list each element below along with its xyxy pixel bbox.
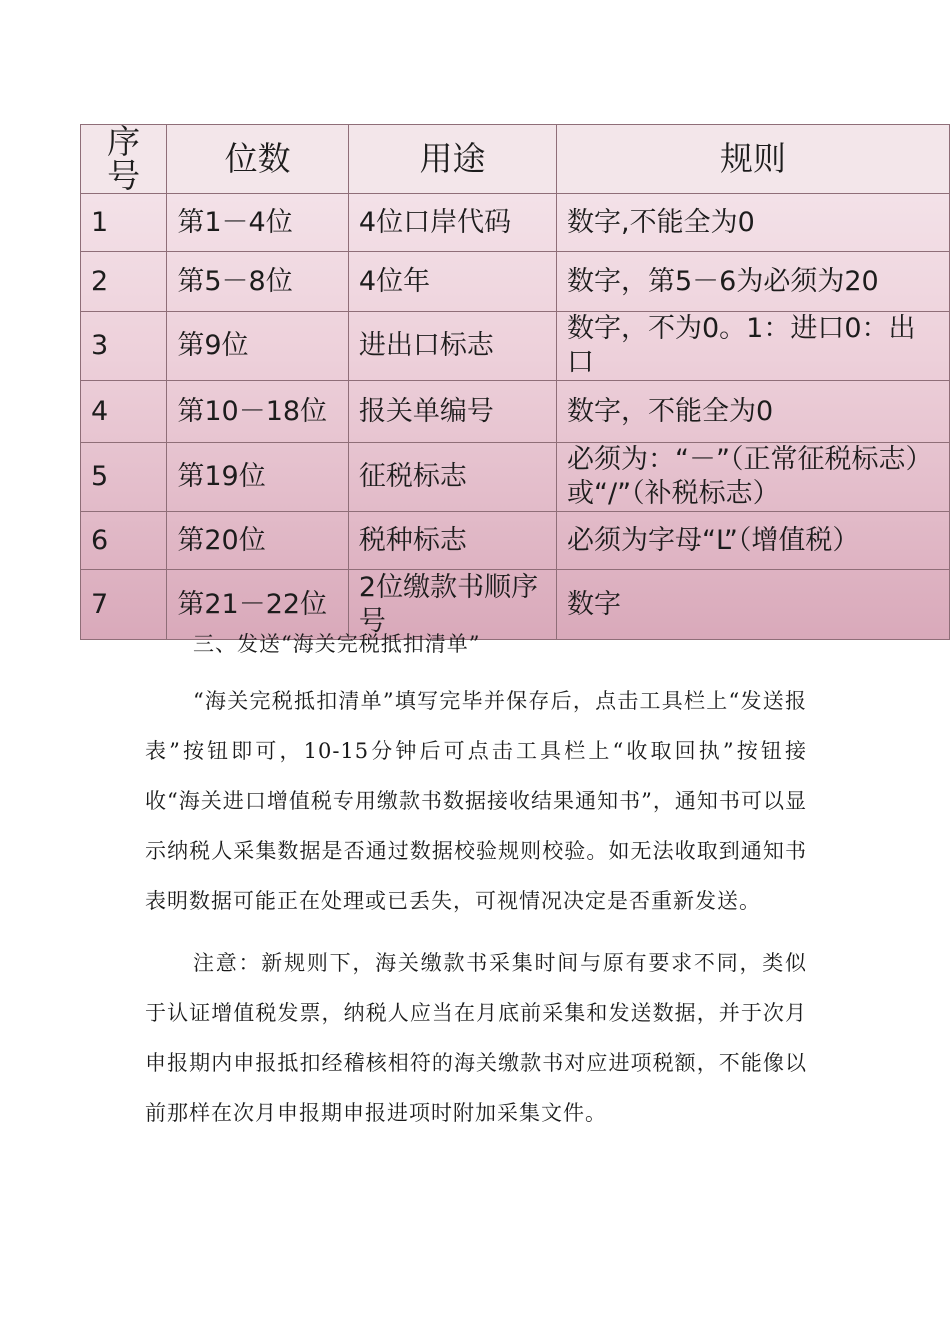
cell-rule: 数字,不能全为0 bbox=[557, 194, 950, 252]
header-digits: 位数 bbox=[167, 125, 349, 194]
cell-digits: 第21－22位 bbox=[167, 570, 349, 640]
cell-index: 6 bbox=[81, 512, 167, 570]
table-row bbox=[81, 194, 950, 252]
cell-index: 3 bbox=[81, 312, 167, 381]
cell-purpose: 报关单编号 bbox=[348, 381, 556, 443]
cell-digits: 第5－8位 bbox=[167, 252, 349, 312]
table-row bbox=[81, 252, 950, 312]
cell-purpose: 2位缴款书顺序号 bbox=[348, 570, 556, 640]
cell-digits: 第20位 bbox=[167, 512, 349, 570]
cell-purpose: 税种标志 bbox=[348, 512, 556, 570]
header-rule: 规则 bbox=[557, 125, 950, 194]
paragraph: “海关完税抵扣清单”填写完毕并保存后，点击工具栏上“发送报表”按钮即可，10-15分钟后可点击工具栏上“收取回执”按钮接收“海关进口增值税专用缴款书数据接收结果通知书”，通知书可以显示纳税人采集数据是否通过数据校验规则校验。如无法收取到通知书表明数据可能正在处理或已丢失，可视情况决定是否重新发送。 bbox=[145, 689, 807, 913]
cell-digits: 第9位 bbox=[167, 312, 349, 381]
cell-index: 4 bbox=[81, 381, 167, 443]
cell-purpose: 4位口岸代码 bbox=[348, 194, 556, 252]
cell-index: 2 bbox=[81, 252, 167, 312]
table-row bbox=[81, 381, 950, 443]
cell-digits: 第1－4位 bbox=[167, 194, 349, 252]
cell-index: 7 bbox=[81, 570, 167, 640]
section-heading: 三、发送“海关完税抵扣清单” bbox=[193, 632, 481, 656]
cell-digits: 第19位 bbox=[167, 443, 349, 512]
cell-rule: 数字，不为0。1：进口0：出口 bbox=[557, 312, 950, 381]
cell-index: 5 bbox=[81, 443, 167, 512]
cell-purpose: 进出口标志 bbox=[348, 312, 556, 381]
cell-purpose: 征税标志 bbox=[348, 443, 556, 512]
table-header-row bbox=[81, 125, 950, 194]
table-row bbox=[81, 512, 950, 570]
header-purpose: 用途 bbox=[348, 125, 556, 194]
rules-table-image bbox=[80, 124, 950, 640]
table-row bbox=[81, 443, 950, 512]
table-row bbox=[81, 312, 950, 381]
cell-rule: 必须为字母“L”（增值税） bbox=[557, 512, 950, 570]
cell-rule: 数字，第5－6为必须为20 bbox=[557, 252, 950, 312]
cell-index: 1 bbox=[81, 194, 167, 252]
cell-digits: 第10－18位 bbox=[167, 381, 349, 443]
document-body bbox=[145, 624, 807, 1138]
header-index: 序号 bbox=[81, 125, 167, 194]
paragraph: 注意：新规则下，海关缴款书采集时间与原有要求不同，类似于认证增值税发票，纳税人应当在月底前采集和发送数据，并于次月申报期内申报抵扣经稽核相符的海关缴款书对应进项税额，不能像以前那样在次月申报期申报进项时附加采集文件。 bbox=[145, 951, 807, 1125]
cell-rule: 必须为：“－”（正常征税标志）或“/”（补税标志） bbox=[557, 443, 950, 512]
cell-rule: 数字 bbox=[557, 570, 950, 640]
cell-rule: 数字，不能全为0 bbox=[557, 381, 950, 443]
cell-purpose: 4位年 bbox=[348, 252, 556, 312]
